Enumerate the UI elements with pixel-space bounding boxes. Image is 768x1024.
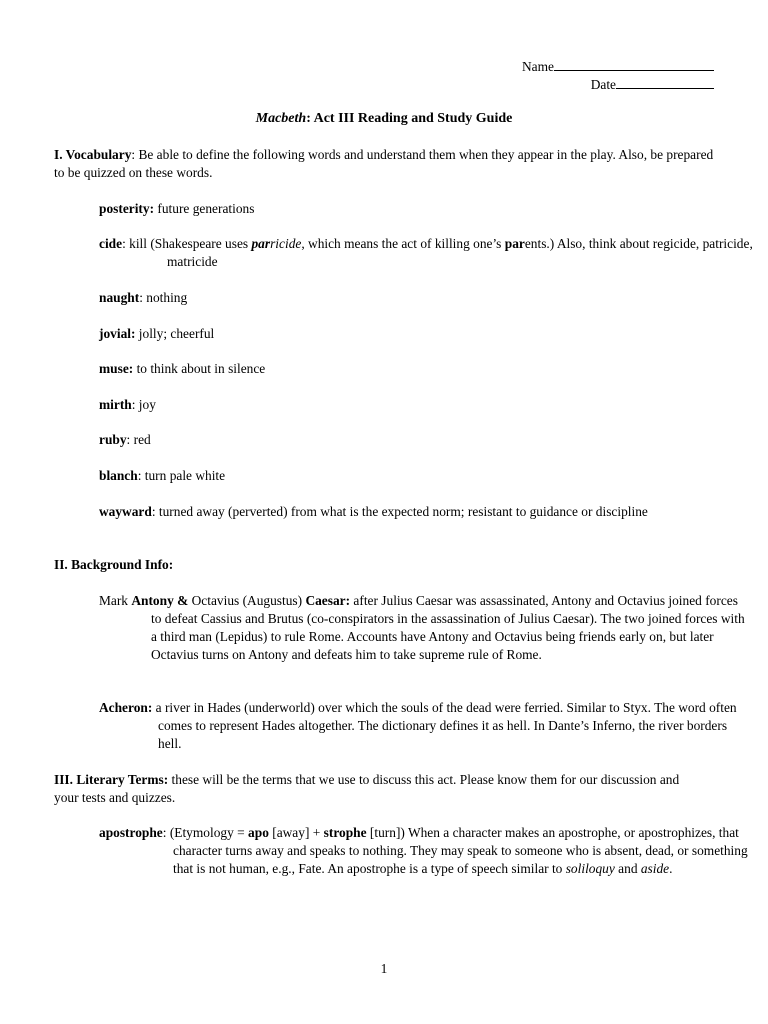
background-item-antony-caesar <box>99 592 749 664</box>
vocab-item-ruby <box>99 431 699 449</box>
literary-terms-heading: III. Literary Terms: <box>54 772 169 787</box>
background-text: a river in Hades (underworld) over which the souls of the dead were ferried. Similar to Styx. The word often comes to represent Hades altogether. The dictionary defines it as hell. In Dante’s Inferno, the river borders hell. <box>152 700 737 751</box>
vocab-term: ruby <box>99 432 127 447</box>
literary-definition-part: . <box>669 861 673 876</box>
literary-definition-part: [away] + <box>268 825 324 840</box>
literary-terms-intro <box>54 771 694 807</box>
vocab-definition-part: , which means the act of killing one’s <box>301 236 505 251</box>
vocabulary-intro-text: : Be able to define the following words and understand them when they appear in the play. Also, be prepared to be quizzed on these words. <box>54 147 714 180</box>
date-label: Date <box>590 77 616 92</box>
title-rest: : Act III Reading and Study Guide <box>306 111 513 126</box>
page-number: 1 <box>380 961 388 976</box>
literary-definition-part: [turn]) When a character makes an apostrophe, or apostrophizes, that character turns away and speaks to nothing. They may speak to someone who is absent, dead, or something that is not human, e.g., Fate. An apostrophe is a type of speech similar to <box>173 825 748 876</box>
background-text: Mark <box>99 593 132 608</box>
emphasis-aside: aside <box>640 861 670 876</box>
vocab-definition: to think about in silence <box>133 361 266 376</box>
emphasis-par: par <box>251 236 271 251</box>
vocab-term: cide <box>99 236 123 251</box>
background-item-acheron <box>99 699 753 753</box>
literary-term: apostrophe <box>99 825 163 840</box>
vocab-item-cide <box>99 235 767 271</box>
etymology-apo: apo <box>248 825 269 840</box>
vocab-item-jovial <box>99 325 699 343</box>
background-term-caesar: Caesar: <box>305 593 351 608</box>
vocab-definition: : turned away (perverted) from what is the expected norm; resistant to guidance or discipline <box>151 504 648 519</box>
background-heading-line <box>54 556 714 574</box>
literary-definition-part: and <box>614 861 641 876</box>
background-text: after Julius Caesar was assassinated, Antony and Octavius joined forces to defeat Cassius and Brutus (co-conspirators in the assassination of Julius Caesar). The two joined forces with a third man (Lepidus) to rule Rome. Accounts have Antony and Octavius being friends early on, but later Octavius turns on Antony and defeats him to take supreme rule of Rome. <box>151 593 745 662</box>
vocab-term: naught <box>99 290 140 305</box>
name-blank <box>554 57 714 71</box>
literary-item-apostrophe <box>99 824 768 878</box>
emphasis-soliloquy: soliloquy <box>565 861 615 876</box>
vocab-definition-part: : kill (Shakespeare uses <box>122 236 252 251</box>
vocab-term: jovial: <box>99 326 136 341</box>
vocab-definition: jolly; cheerful <box>135 326 215 341</box>
literary-definition-part: : (Etymology = <box>162 825 249 840</box>
vocab-term: mirth <box>99 397 132 412</box>
background-heading: II. Background Info: <box>54 557 174 572</box>
background-term-acheron: Acheron: <box>99 700 153 715</box>
page-title <box>0 110 768 128</box>
vocab-definition: : red <box>126 432 151 447</box>
vocab-term: muse: <box>99 361 134 376</box>
vocab-item-blanch <box>99 467 699 485</box>
vocabulary-heading: I. Vocabulary <box>54 147 132 162</box>
vocab-definition: future generations <box>154 201 255 216</box>
title-play-name: Macbeth <box>255 111 307 126</box>
vocab-definition-part: ents.) Also, think about regicide, patricide, matricide <box>167 236 753 269</box>
vocab-definition: : joy <box>131 397 156 412</box>
vocab-definition: : turn pale white <box>137 468 226 483</box>
vocab-term: blanch <box>99 468 138 483</box>
vocab-item-mirth <box>99 396 699 414</box>
literary-terms-intro-text: these will be the terms that we use to discuss this act. Please know them for our discussion and your tests and quizzes. <box>54 772 680 805</box>
vocab-term: posterity: <box>99 201 155 216</box>
vocab-item-posterity <box>99 200 699 218</box>
vocab-item-naught <box>99 289 699 307</box>
name-label: Name <box>522 59 554 74</box>
emphasis-par: par <box>504 236 525 251</box>
emphasis-ricide: ricide <box>270 236 302 251</box>
vocab-term: wayward <box>99 504 152 519</box>
background-text: Octavius (Augustus) <box>188 593 306 608</box>
name-line <box>522 57 714 76</box>
background-term-antony: Antony & <box>131 593 189 608</box>
date-blank <box>616 75 714 89</box>
date-line <box>591 75 714 94</box>
etymology-strophe: strophe <box>323 825 367 840</box>
vocabulary-intro <box>54 146 714 182</box>
vocab-item-wayward <box>99 503 742 521</box>
vocab-item-muse <box>99 360 699 378</box>
vocab-definition: : nothing <box>139 290 188 305</box>
